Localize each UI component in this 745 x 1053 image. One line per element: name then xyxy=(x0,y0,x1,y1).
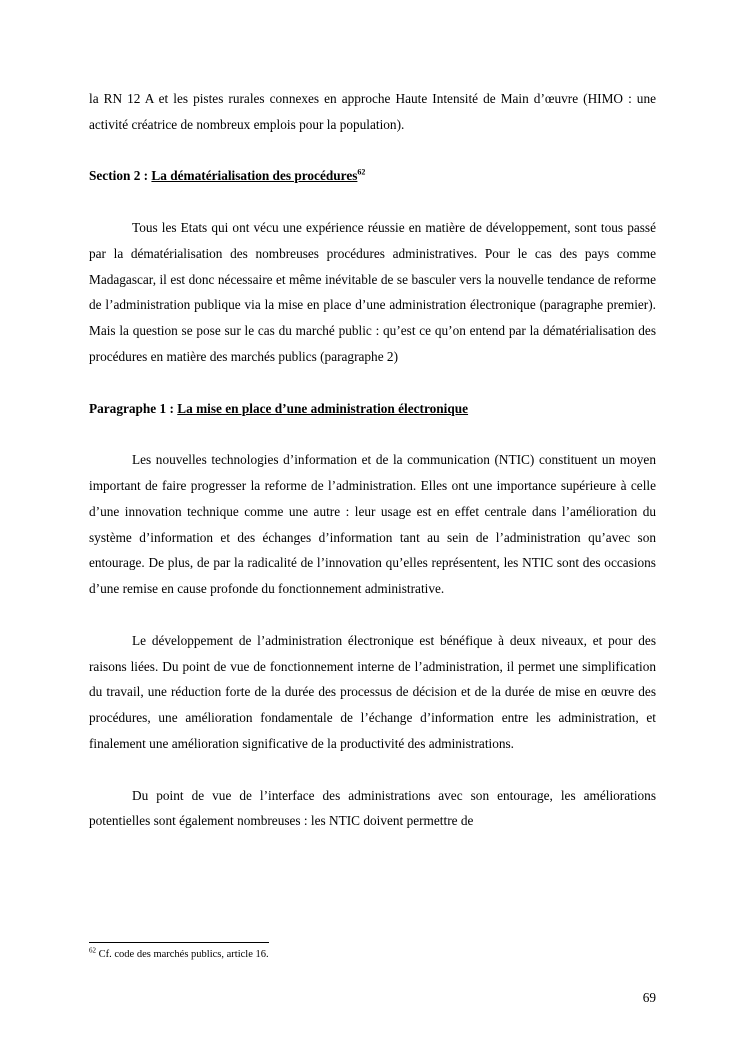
section-title: La dématérialisation des procédures xyxy=(151,168,358,184)
footnote-number: 62 xyxy=(89,946,96,955)
section-heading xyxy=(89,163,656,189)
document-body xyxy=(89,86,656,860)
paragraph-prefix: Paragraphe 1 : xyxy=(89,400,178,416)
footnote-separator xyxy=(89,942,269,943)
paragraph-title: La mise en place d’une administration électronique xyxy=(177,400,469,416)
section-intro-paragraph: Tous les Etats qui ont vécu une expérience réussie en matière de développement, sont tous passé par la dématérialisation des nombreuses procédures administratives. Pour le cas des pays comme Madagascar, il est donc nécessaire et même inévitable de se basculer vers la nouvelle tendance de reforme de l’administration publique via la mise en place d’une administration électronique (paragraphe premier). Mais la question se pose sur le cas du marché public : qu’est ce qu’on entend par la dématérialisation des procédures en matière des marchés publics (paragraphe 2) xyxy=(89,219,656,364)
opening-paragraph: la RN 12 A et les pistes rurales connexes en approche Haute Intensité de Main d’œuvre (HIMO : une activité créatrice de nombreux emplois pour la population). xyxy=(89,91,656,132)
footnote xyxy=(89,948,269,962)
footnote-text: Cf. code des marchés publics, article 16. xyxy=(96,949,269,960)
section-footnote-ref[interactable]: 62 xyxy=(357,167,366,177)
body-paragraph-2: Le développement de l’administration électronique est bénéfique à deux niveaux, et pour des raisons liées. Du point de vue de fonctionnement interne de l’administration, il permet une simplification du travail, une réduction forte de la durée des processus de décision et de la durée de mise en œuvre des procédures, une amélioration fondamentale de l’échange d’information entre les administration, et finalement une amélioration significative de la productivité des administrations. xyxy=(89,632,656,751)
paragraph-heading xyxy=(89,396,656,422)
section-prefix: Section 2 : xyxy=(89,168,152,184)
body-paragraph-1: Les nouvelles technologies d’information et de la communication (NTIC) constituent un moyen important de faire progresser la reforme de l’administration. Elles ont une importance supérieure à celle d’une innovation technique comme une autre : leur usage est en effet centrale dans l’amélioration du système d’information et des échanges d’information tant au sein de l’administration qu’avec son entourage. De plus, de par la radicalité de l’innovation qu’elles représentent, les NTIC sont des occasions d’une remise en cause profonde du fonctionnement administrative. xyxy=(89,452,656,597)
page-number: 69 xyxy=(642,990,656,1005)
body-paragraph-3: Du point de vue de l’interface des administrations avec son entourage, les améliorations potentielles sont également nombreuses : les NTIC doivent permettre de xyxy=(89,787,656,829)
